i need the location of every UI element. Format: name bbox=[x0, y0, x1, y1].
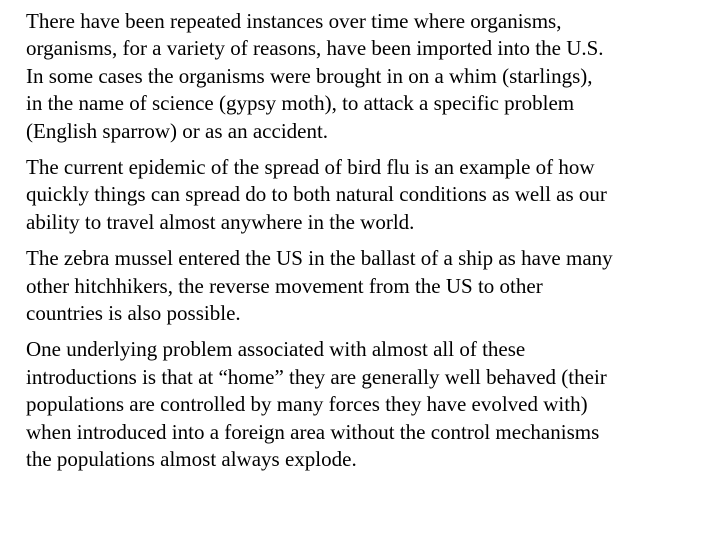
text-line: There have been repeated instances over time where organisms, bbox=[26, 9, 562, 33]
paragraph-zebra-mussel bbox=[26, 245, 716, 327]
text-line: The zebra mussel entered the US in the ballast of a ship as have many bbox=[26, 246, 613, 271]
text-line: the populations almost always explode. bbox=[26, 447, 357, 472]
paragraph-bird-flu bbox=[26, 154, 716, 236]
paragraph-underlying-problem bbox=[26, 336, 716, 473]
text-line: populations are controlled by many forces they have evolved with) bbox=[26, 392, 588, 417]
paragraph-introduced-organisms bbox=[26, 8, 716, 145]
text-line: The current epidemic of the spread of bird flu is an example of how bbox=[26, 155, 595, 180]
text-line: in the name of science (gypsy moth), to attack a specific problem bbox=[26, 91, 575, 116]
text-line: when introduced into a foreign area without the control mechanisms bbox=[26, 419, 600, 444]
text-line: other hitchhikers, the reverse movement from the US to other bbox=[26, 273, 543, 298]
text-line: (English sparrow) or as an accident. bbox=[26, 118, 329, 143]
text-line: In some cases the organisms were brought in on a whim (starlings), bbox=[26, 63, 593, 88]
text-line: organisms, for a variety of reasons, have been imported into the U.S. bbox=[26, 36, 604, 61]
text-line: One underlying problem associated with almost all of these bbox=[26, 337, 526, 362]
text-line: countries is also possible. bbox=[26, 301, 241, 326]
text-line: introductions is that at “home” they are generally well behaved (their bbox=[26, 364, 607, 389]
text-line: ability to travel almost anywhere in the world. bbox=[26, 209, 415, 234]
slide-body-text bbox=[26, 8, 716, 483]
text-line: quickly things can spread do to both natural conditions as well as our bbox=[26, 182, 607, 207]
